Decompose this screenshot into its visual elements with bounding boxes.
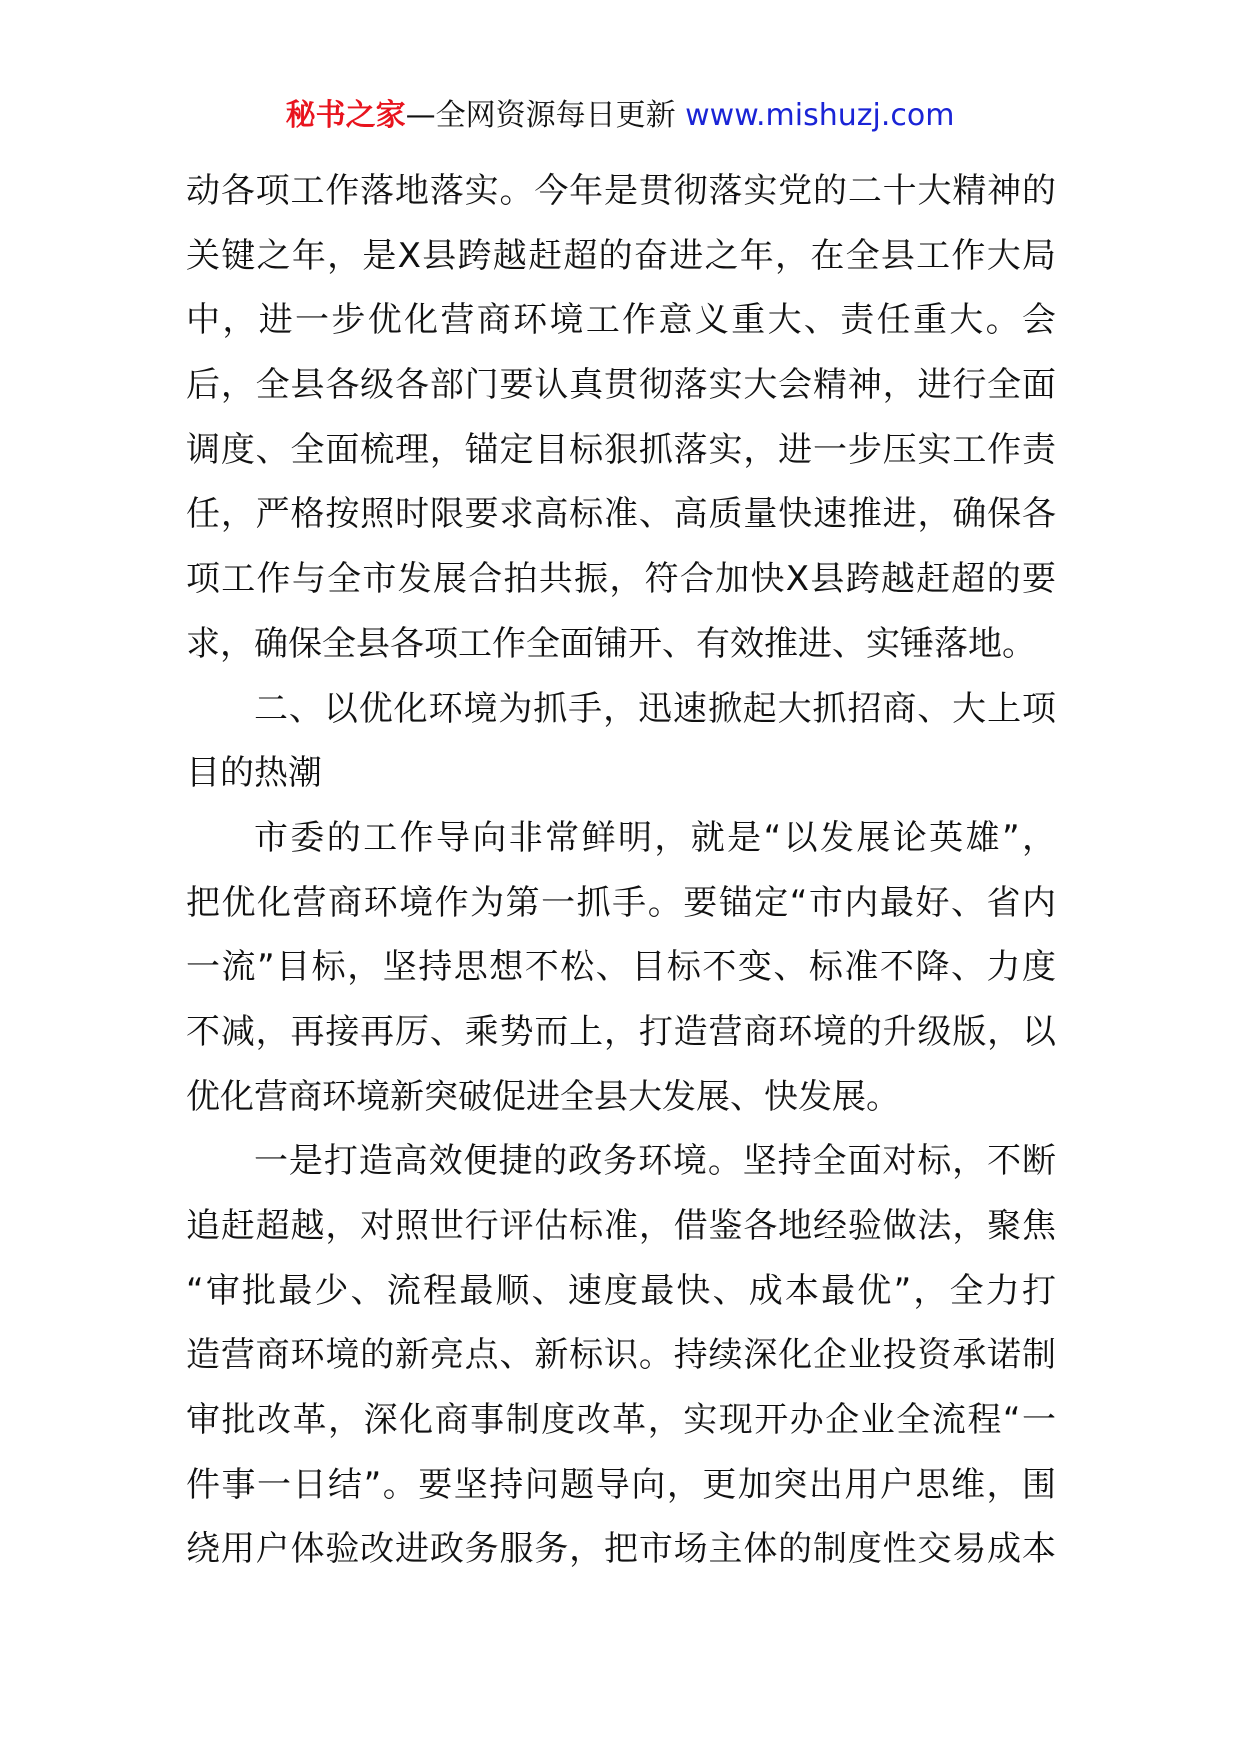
header-url: www.mishuzj.com: [685, 98, 955, 133]
section-heading-line: 目的热潮: [186, 753, 322, 794]
brand-name: 秘书之家: [285, 98, 406, 133]
body-line: 项工作与全市发展合拍共振，符合加快X县跨越赶超的要: [186, 559, 1056, 600]
header-slogan: —全网资源每日更新: [405, 98, 676, 133]
body-line: 审批改革，深化商事制度改革，实现开办企业全流程“一: [186, 1400, 1056, 1441]
body-line: 造营商环境的新亮点、新标识。持续深化企业投资承诺制: [186, 1335, 1056, 1376]
body-line: 调度、全面梳理，锚定目标狠抓落实，进一步压实工作责: [186, 429, 1056, 470]
watermark-header: [0, 96, 1240, 136]
body-line: 绕用户体验改进政务服务，把市场主体的制度性交易成本: [186, 1529, 1056, 1570]
section-heading-line: 二、以优化环境为抓手，迅速掀起大抓招商、大上项: [254, 688, 1056, 729]
body-line: 不减，再接再厉、乘势而上，打造营商环境的升级版，以: [186, 1011, 1056, 1052]
body-line: 把优化营商环境作为第一抓手。要锚定“市内最好、省内: [186, 882, 1056, 923]
document-body: [186, 159, 1056, 1582]
body-line: 关键之年，是X县跨越赶超的奋进之年，在全县工作大局: [186, 235, 1056, 276]
body-line: 任，严格按照时限要求高标准、高质量快速推进，确保各: [186, 494, 1056, 535]
body-line: 一是打造高效便捷的政务环境。坚持全面对标，不断: [254, 1141, 1056, 1182]
body-line: 中，进一步优化营商环境工作意义重大、责任重大。会: [186, 300, 1056, 341]
body-line: “审批最少、流程最顺、速度最快、成本最优”，全力打: [186, 1270, 1056, 1311]
body-line: 一流”目标，坚持思想不松、目标不变、标准不降、力度: [186, 947, 1056, 988]
body-line: 后，全县各级各部门要认真贯彻落实大会精神，进行全面: [186, 365, 1056, 406]
body-line: 优化营商环境新突破促进全县大发展、快发展。: [186, 1076, 900, 1117]
body-line: 件事一日结”。要坚持问题导向，更加突出用户思维，围: [186, 1464, 1056, 1505]
body-line: 求，确保全县各项工作全面铺开、有效推进、实锤落地。: [186, 623, 1036, 664]
body-line: 市委的工作导向非常鲜明，就是“以发展论英雄”，: [254, 817, 1056, 858]
body-line: 追赶超越，对照世行评估标准，借鉴各地经验做法，聚焦: [186, 1206, 1056, 1246]
body-line: 动各项工作落地落实。今年是贯彻落实党的二十大精神的: [186, 171, 1056, 211]
